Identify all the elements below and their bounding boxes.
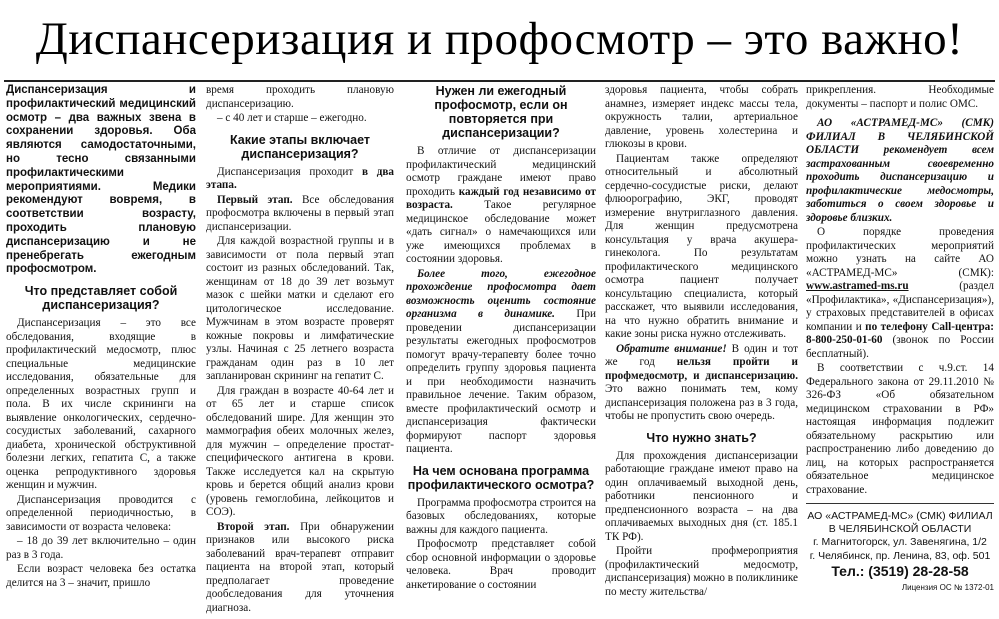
paragraph: Диспансеризация проводится с определенной периодичностью, в зависимости от возраста человека:	[6, 493, 196, 533]
paragraph: – 18 до 39 лет включительно – один раз в 3 года.	[6, 535, 196, 561]
website-link[interactable]: www.astramed-ms.ru	[806, 280, 909, 292]
headline: Диспансеризация и профосмотр – это важно!	[35, 13, 964, 65]
paragraph: Диспансеризация проходит в два этапа.	[206, 165, 394, 191]
headline-rule	[4, 80, 995, 82]
address-chelyabinsk: г. Челябинск, пр. Ленина, 83, оф. 501	[809, 550, 991, 562]
heading-annual-checkup: Нужен ли ежегодный профосмотр, если он повторяется при диспансеризации?	[434, 84, 568, 140]
paragraph: прикрепления. Необходимые документы – паспорт и полис ОМС.	[806, 84, 994, 110]
paragraph: Если возраст человека без остатка делится на 3 – значит, пришло	[6, 563, 196, 589]
paragraph: О порядке проведения профилактических мероприятий можно узнать на сайте АО «АСТРАМЕД-МС» (СМК): www.astramed-ms.ru (раздел «Профилактика», «Диспансеризация»), у страховых представителей в офисах компании и по телефону Call-центра: 8-800-250-01-60 (звонок по России бесплатный).	[806, 226, 994, 360]
paragraph: Пациентам также определяют относительный и абсолютный сердечно-сосудистые риски, делают флюорографию, ЭКГ, проводят измерение внутриглазного давления. Для женщин предусмотрена консультация у врача акушера-гинеколога. По результатам профилактического медицинского осмотра пациент получает консультацию специалиста, который расскажет, что выявили исследования, на что нужно обратить внимание и какие зоны риска нужно отслеживать.	[605, 152, 798, 340]
paragraph: В отличие от диспансеризации профилактический медицинский осмотр граждане имеют право проходить каждый год независимо от возраста. Такое регулярное медицинское обследование может «дать сигнал» о намечающихся или уже имеющихся проблемах в состоянии здоровья.	[406, 145, 596, 265]
paragraph: Для каждой возрастной группы и в зависимости от пола первый этап состоит из разных обследований. Так, женщинам от 18 до 39 лет возьмут мазок с шейки матки и сделают его цитологическое исследование. Мужчинам в этом возрасте проверят кожные покровы и лимфатические узлы. Начиная с 25 летнего возраста гражданам один раз в 10 лет запланирован скрининг на гепатит С.	[206, 235, 394, 382]
column-2	[206, 84, 394, 615]
paragraph: – с 40 лет и старше – ежегодно.	[217, 112, 367, 124]
column-3	[406, 84, 596, 615]
lead-paragraph: Диспансеризация и профилактический медицинский осмотр – два важных звена в сохранении здоровья. Оба являются самодостаточными, но тесно связанными профилактическими мероприятиями. Медики рекомендуют вовремя, в соответствии возрасту, проходить плановую диспансеризацию и не пренебрегать ежегодным профосмотром.	[6, 84, 196, 276]
paragraph: здоровья пациента, чтобы собрать анамнез, измеряет индекс массы тела, окружность талии, артериальное давление, уровень холестерина и глюкозы в крови.	[605, 84, 798, 150]
legal-paragraph: В соответствии с ч.9.ст. 14 Федерального закона от 29.11.2010 № 326-ФЗ «Об обязательном медицинском страховании в РФ» настоящая информация подлежит обязательному раскрытию или распространению либо доведению до лиц, на которых распространяется обязательное медицинское страхование.	[806, 362, 994, 496]
paragraph: Для граждан в возрасте 40-64 лет и от 65 лет и старше список обследований шире. Для женщин это маммография обеих молочных желез, для мужчин – определение простат-специфического антигена в крови. Также исследуется кал на скрытую кровь и берется общий анализ крови (уровень гемоглобина, лейкоцитов и СОЭ).	[206, 384, 394, 518]
paragraph: Программа профосмотра строится на базовых обследованиях, которые важны для каждого пациента.	[406, 496, 596, 536]
paragraph: Профосмотр представляет собой сбор основной информации о здоровье человека. Врач проводит анкетирование о состоянии	[406, 538, 596, 591]
license-number: Лицензия ОС № 1372-01	[901, 582, 994, 592]
heading-stages: Какие этапы включает диспансеризация?	[230, 132, 370, 161]
paragraph: Второй этап. При обнаружении признаков или высокого риска заболеваний врач-терапевт отправит пациента на второй этап, который предполагает проведение дообследования для уточнения диагноза.	[206, 520, 394, 614]
phone-number: Тел.: (3519) 28-28-58	[831, 563, 969, 579]
paragraph: Для прохождения диспансеризации работающие граждане имеют право на один оплачиваемый выходной день, работники пенсионного и предпенсионного возраста – на два оплачиваемых выходных дня (ст. 185.1 ТК РФ).	[605, 449, 798, 543]
call-center-phone: по телефону Call-центра: 8-800-250-01-60	[806, 320, 994, 346]
heading-program-basis: На чем основана программа профилактического осмотра?	[407, 463, 595, 492]
column-5	[806, 84, 994, 615]
divider	[806, 503, 994, 504]
paragraph: Пройти профмероприятия (профилактический медосмотр, диспансеризация) можно в поликлинике по месту жительства/	[605, 545, 798, 598]
column-1	[6, 84, 196, 615]
paragraph: Обратите внимание! В один и тот же год нельзя пройти и профмедосмотр, и диспансеризацию. Это важно понимать тем, кому диспансеризация положена раз в 3 года, чтобы не пропустить свою очередь.	[605, 342, 798, 422]
paragraph: Диспансеризация – это все обследования, входящие в профилактический медосмотр, плюс специальные медицинские исследования, обязательные для определенных возрастных групп и пола. В их числе скрининги на выявление онкологических, сердечно-сосудистых заболеваний, сахарного диабета, хронической обструктивной болезни легких, гепатита С, а также оценка репродуктивного здоровья женщин и мужчин.	[6, 317, 196, 492]
paragraph: Более того, ежегодное прохождение профосмотра дает возможность оценить состояние организма в динамике. При проведении диспансеризации результаты ежегодных профосмотров помогут врачу-терапевту более точно определить группу здоровья пациента и при необходимости назначить правильное лечение. Таким образом, вместе профилактический осмотр и диспансеризация фактически формируют паспорт здоровья пациента.	[406, 267, 596, 455]
paragraph: Первый этап. Все обследования профосмотра включены в первый этап диспансеризации.	[206, 193, 394, 233]
paragraph: время проходить плановую диспансеризацию.	[206, 84, 394, 110]
heading-what-to-know: Что нужно знать?	[646, 430, 757, 445]
column-4	[605, 84, 798, 615]
recommendation-paragraph: АО «АСТРАМЕД-МС» (СМК) ФИЛИАЛ В ЧЕЛЯБИНСКОЙ ОБЛАСТИ рекомендует всем застрахованным своевременно проходить диспансеризацию и профилактические медосмотры, заботиться о своем здоровье и здоровье близких.	[806, 117, 994, 224]
company-name: АО «АСТРАМЕД-МС» (СМК) ФИЛИАЛ В ЧЕЛЯБИНСКОЙ ОБЛАСТИ	[807, 510, 993, 535]
address-magnitogorsk: г. Магнитогорск, ул. Завенягина, 1/2	[813, 536, 987, 548]
heading-what-is-dispanserization: Что представляет собой диспансеризация?	[24, 284, 178, 313]
